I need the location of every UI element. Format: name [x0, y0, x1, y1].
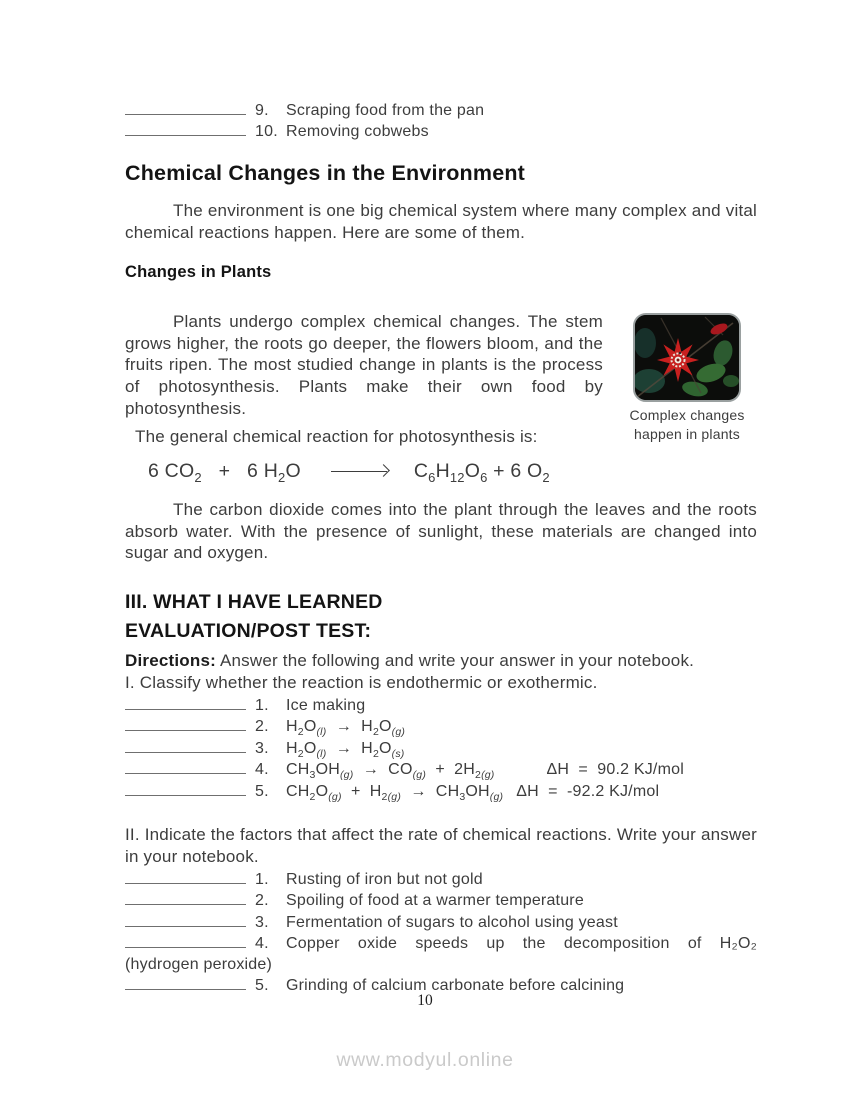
answer-blank — [125, 695, 246, 710]
directions-label: Directions: — [125, 650, 216, 670]
answer-blank — [125, 759, 246, 774]
answer-blank — [125, 121, 246, 136]
list-item — [125, 890, 757, 912]
plants-paragraph: Plants undergo complex chemical changes. The stem grows higher, the roots go deeper, the flowers bloom, and the fruits ripen. The most studied change in plants is the process of photosynthesis. Plants make their own food by photosynthesis. — [125, 312, 603, 418]
item-formula: $H_2O_{(l)} \to H_2O_{(s)}$ — [286, 739, 405, 761]
directions-text: Answer the following and write your answer in your notebook. — [216, 650, 695, 670]
item-number: 10. — [255, 123, 278, 140]
plants-section — [125, 311, 757, 446]
list-item — [125, 781, 757, 803]
item-formula: $H_2O_{(l)} \to H_2O_{(g)}$ — [286, 718, 406, 739]
item-number: 5. — [255, 977, 269, 995]
document-page — [125, 0, 757, 997]
reaction-intro-line: The general chemical reaction for photosynthesis is: — [135, 427, 538, 447]
subsection-title: Changes in Plants — [125, 263, 272, 282]
item-number: 3. — [255, 739, 269, 757]
answer-blank — [125, 933, 246, 948]
post-test-heading-line1: III. WHAT I HAVE LEARNED — [125, 590, 383, 613]
answer-blank — [125, 716, 246, 731]
list-item — [125, 716, 757, 738]
list-item — [125, 695, 757, 717]
item-number: 4. — [255, 935, 269, 953]
item-number: 5. — [255, 782, 269, 800]
list-item — [125, 869, 757, 891]
list-item — [125, 912, 757, 934]
answer-blank — [125, 890, 246, 905]
list-item — [125, 121, 757, 142]
answer-blank — [125, 781, 246, 796]
item-text: Removing cobwebs — [286, 123, 429, 140]
answer-blank — [125, 100, 246, 115]
item-text: Grinding of calcium carbonate before calcining — [286, 977, 625, 995]
carbon-paragraph: The carbon dioxide comes into the plant through the leaves and the roots absorb water. With the presence of sunlight, these materials are changed into sugar and oxygen. — [125, 500, 757, 563]
figure-caption — [617, 406, 757, 443]
reaction-arrow-icon — [331, 471, 387, 472]
figure — [617, 311, 757, 446]
list-item — [125, 100, 757, 121]
item-text-wrap: (hydrogen peroxide) — [125, 955, 272, 973]
part2-intro: II. Indicate the factors that affect the rate of chemical reactions. Write your answer in your notebook. — [125, 825, 757, 867]
item-text: Ice making — [286, 696, 366, 714]
list-item-line1 — [125, 933, 757, 955]
answer-blank — [125, 912, 246, 927]
item-number: 4. — [255, 761, 269, 779]
list-item — [125, 738, 757, 760]
item-number: 1. — [255, 696, 269, 714]
classification-list-tail — [125, 0, 757, 142]
directions-line — [125, 650, 757, 672]
part1-list — [125, 695, 757, 803]
item-text: Rusting of iron but not gold — [286, 870, 483, 888]
answer-blank — [125, 975, 246, 990]
item-number: 3. — [255, 913, 269, 931]
item-formula: $CH_3OH_{(g)} \to CO_{(g)} + 2H_{2(g)}$ ΔH = 90.2 KJ/mol — [286, 761, 684, 782]
part2-list — [125, 869, 757, 997]
part1-intro: I. Classify whether the reaction is endothermic or exothermic. — [125, 672, 598, 692]
page-number: 10 — [417, 992, 433, 1009]
item-text: Fermentation of sugars to alcohol using yeast — [286, 913, 618, 931]
watermark: www.modyul.online — [336, 1049, 514, 1071]
item-text: Scraping food from the pan — [286, 102, 485, 119]
section-title: Chemical Changes in the Environment — [125, 161, 526, 185]
list-item — [125, 759, 757, 781]
item-number: 2. — [255, 892, 269, 910]
figure-caption-line1: Complex changes — [629, 407, 745, 424]
item-text: Copper oxide speeds up the decomposition of H₂O₂ — [286, 935, 757, 953]
plants-text-column — [125, 311, 603, 446]
item-number: 9. — [255, 102, 269, 119]
post-test-heading-line2: EVALUATION/POST TEST: — [125, 620, 372, 643]
post-test-heading — [125, 588, 757, 647]
red-flower-photo — [633, 313, 741, 402]
answer-blank — [125, 869, 246, 884]
item-text: Spoiling of food at a warmer temperature — [286, 892, 584, 910]
list-item — [125, 933, 757, 975]
intro-paragraph: The environment is one big chemical system where many complex and vital chemical reactions happen. Here are some of them. — [125, 201, 757, 242]
item-number: 1. — [255, 870, 269, 888]
item-number: 2. — [255, 718, 269, 736]
figure-caption-line2: happen in plants — [634, 425, 740, 442]
answer-blank — [125, 738, 246, 753]
item-formula: $CH_2O_{(g)} + H_{2(g)} \to CH_3OH_{(g)}$ ΔH = -92.2 KJ/mol — [286, 782, 660, 804]
photosynthesis-equation: 6 $CO_2 + 6$ $H_2O$ $C_6H_{12}O_6 + 6$ $O_2$ — [148, 460, 550, 486]
